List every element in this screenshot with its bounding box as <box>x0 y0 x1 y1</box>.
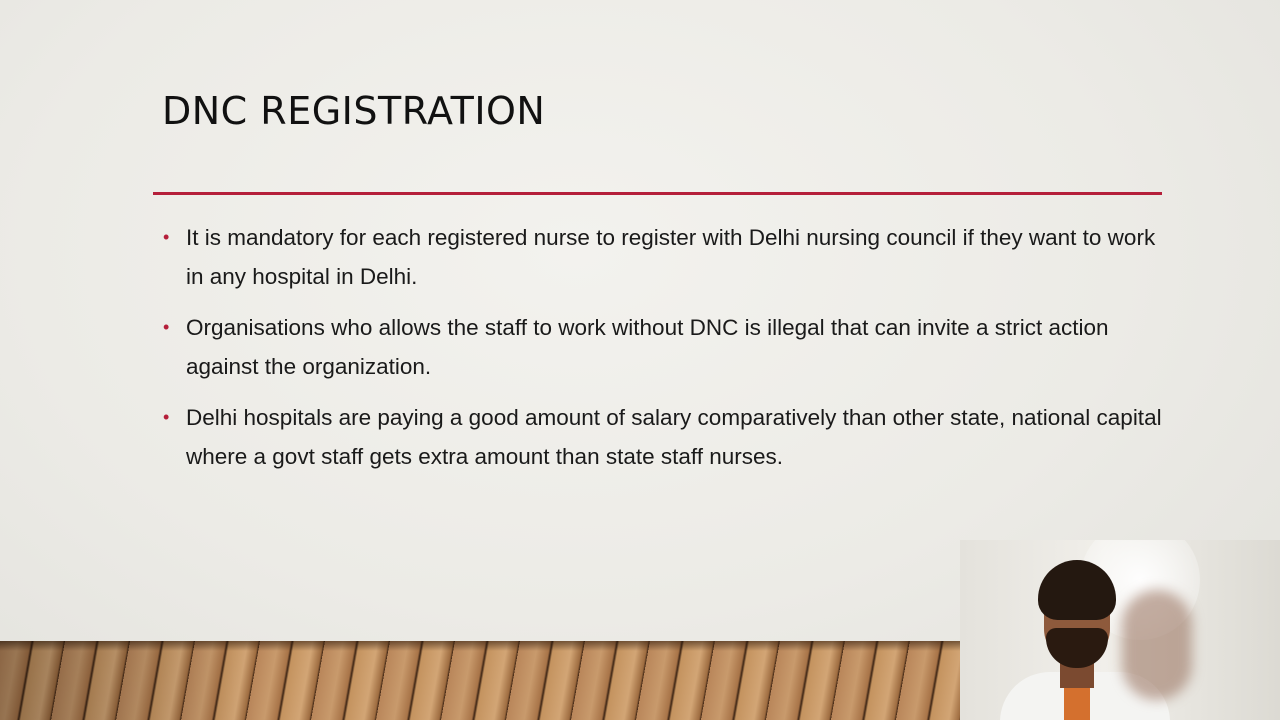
bullet-dot-icon: • <box>163 317 170 337</box>
bullet-dot-icon: • <box>163 407 170 427</box>
bullet-text: Organisations who allows the staff to work without DNC is illegal that can invite a strict action against the organization. <box>186 315 1109 379</box>
slide-title: DNC REGISTRATION <box>162 89 546 133</box>
presenter-video-icon <box>960 540 1280 720</box>
presenter-beard <box>1046 628 1108 668</box>
presenter-hand <box>1122 590 1192 700</box>
bullet-item <box>163 308 1166 386</box>
title-divider <box>153 192 1162 195</box>
bullet-text: It is mandatory for each registered nurse to register with Delhi nursing council if they want to work in any hospital in Delhi. <box>186 225 1156 289</box>
bullet-text: Delhi hospitals are paying a good amount of salary comparatively than other state, national capital where a govt staff gets extra amount than state staff nurses. <box>186 405 1162 469</box>
bullet-dot-icon: • <box>163 227 170 247</box>
bullet-item <box>163 398 1166 476</box>
bullet-list <box>163 218 1166 488</box>
bullet-item <box>163 218 1166 296</box>
